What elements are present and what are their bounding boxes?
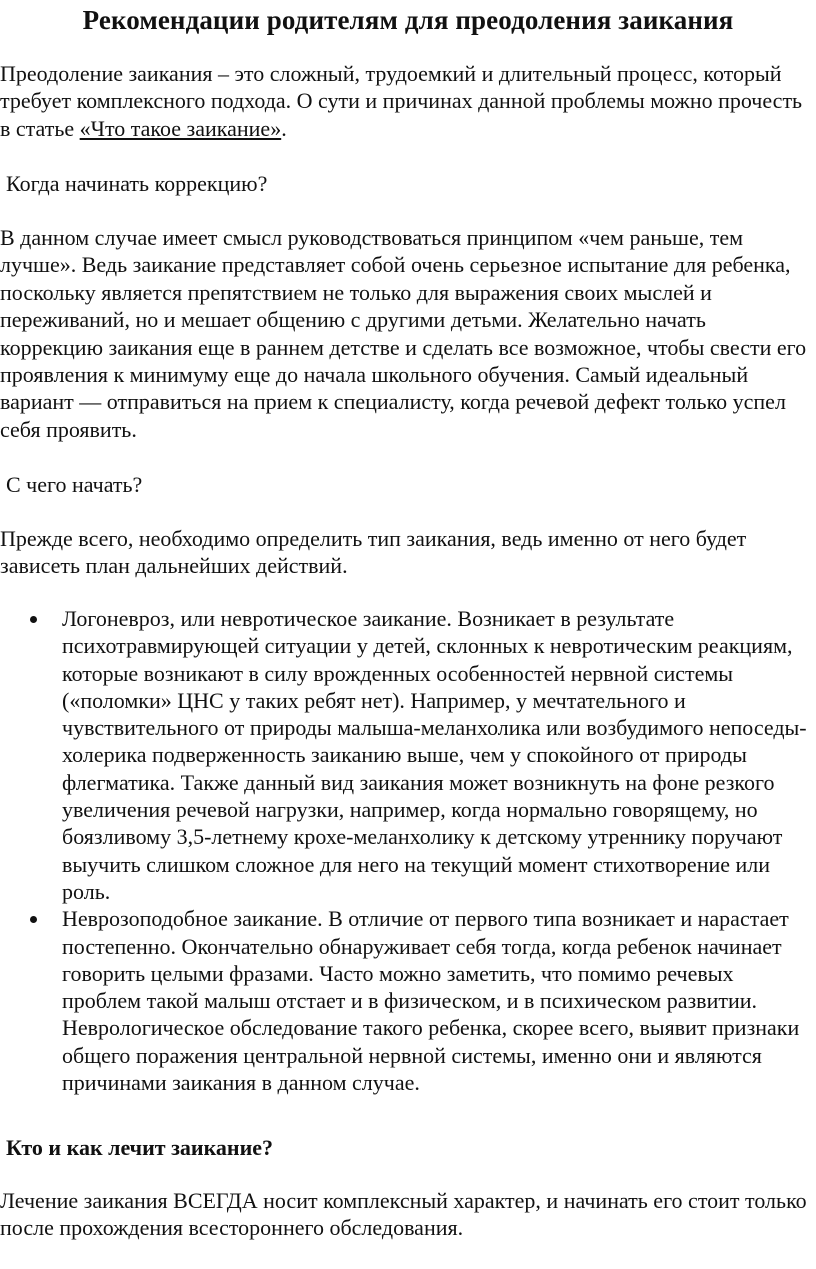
section-heading-when: Когда начинать коррекцию? (6, 171, 268, 196)
list-item-text: Логоневроз, или невротическое заикание. Возникает в результате психотравмирующей ситуации у детей, склонных к невротическим реакциям, которые возникают в силу врожденных особенностей нервной системы («поломки» ЦНС у таких ребят нет). Например, у мечтательного и чувствительного от природы малыша-меланхолика или возбудимого непоседы-холерика подверженность заиканию выше, чем у спокойного от природы флегматика. Также данный вид заикания может возникнуть на фоне резкого увеличения речевой нагрузки, например, когда нормально говорящему, но боязливому 3,5-летнему крохе-меланхолику к детскому утреннику поручают выучить слишком сложное для него на текущий момент стихотворение или роль. (62, 606, 807, 904)
list-item-text: Неврозоподобное заикание. В отличие от первого типа возникает и нарастает постепенно. Окончательно обнаруживает себя тогда, когда ребенок начинает говорить целыми фразами. Часто можно заметить, что помимо речевых проблем такой малыш отстает и в физическом, и в психическом развитии. Неврологическое обследование такого ребенка, скорее всего, выявит признаки общего поражения центральной нервной системы, именно они и являются причинами заикания в данном случае. (62, 906, 800, 1096)
bullet-icon (30, 916, 37, 923)
page-title: Рекомендации родителям для преодоления заикания (82, 5, 734, 35)
article-link[interactable]: «Что такое заикание» (79, 115, 282, 141)
bullet-icon (30, 616, 37, 623)
section-paragraph-start: Прежде всего, необходимо определить тип заикания, ведь именно от него будет зависеть план дальнейших действий. (0, 526, 747, 579)
section-paragraph-treatment: Лечение заикания ВСЕГДА носит комплексный характер, и начинать его стоит только после прохождения всестороннего обследования. (0, 1188, 807, 1241)
section-paragraph-when: В данном случае имеет смысл руководствоваться принципом «чем раньше, тем лучше». Ведь заикание представляет собой очень серьезное испытание для ребенка, поскольку является препятствием не только для выражения своих мыслей и переживаний, но и мешает общению с другими детьми. Желательно начать коррекцию заикания еще в раннем детстве и сделать все возможное, чтобы свести его проявления к минимуму еще до начала школьного обучения. Самый идеальный вариант — отправиться на прием к специалисту, когда речевой дефект только успел себя проявить. (0, 225, 807, 442)
list-item (0, 605, 816, 905)
intro-text: Преодоление заикания – это сложный, трудоемкий и длительный процесс, который требует комплексного подхода. О сути и причинах данной проблемы можно прочесть в статье (0, 61, 803, 141)
section-heading-treatment: Кто и как лечит заикание? (6, 1135, 274, 1160)
list-item (0, 905, 816, 1096)
intro-paragraph (0, 60, 812, 142)
stuttering-types-list (0, 605, 816, 1096)
section-heading-start: С чего начать? (6, 472, 143, 497)
intro-text-end: . (281, 115, 287, 141)
